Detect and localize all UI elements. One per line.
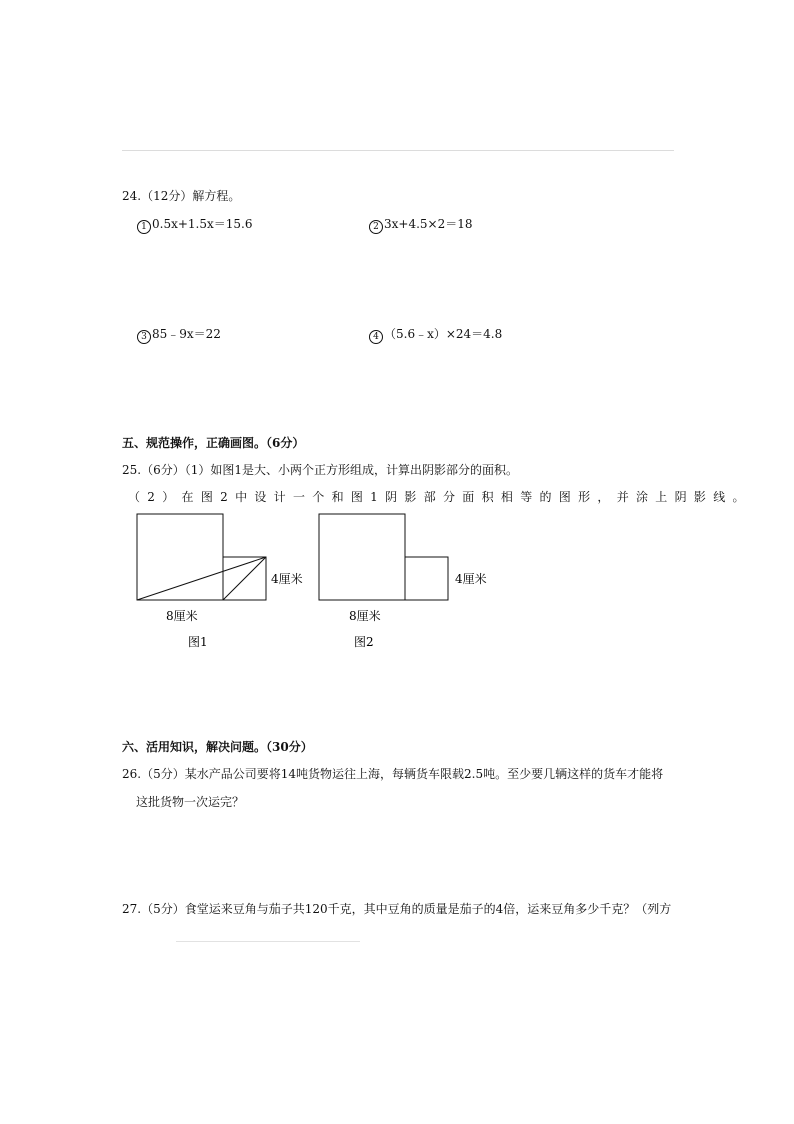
header-rule: [122, 150, 674, 151]
fig2-side-label: 4厘米: [455, 572, 487, 586]
equation-text: 0.5x+1.5x＝15.6: [152, 217, 253, 231]
q24-equation-1: [137, 217, 252, 234]
circled-number: 3: [137, 330, 151, 344]
q27-line-1: 27.（5分）食堂运来豆角与茄子共120千克，其中豆角的质量是茄子的4倍，运来豆角多少千克？（列方: [122, 902, 672, 916]
diagonal-line-long: [137, 557, 266, 600]
fig2-bottom-label: 8厘米: [349, 609, 381, 623]
equation-text: 85﹣9x＝22: [152, 327, 221, 341]
section-6-title: 六、活用知识，解决问题。（30分）: [122, 740, 313, 754]
q25-line-2: （2）在图2中设计一个和图1阴影部分面积相等的图形，并涂上阴影线。: [128, 490, 752, 504]
q24-equation-4: [369, 327, 502, 344]
fig1-side-label: 4厘米: [271, 572, 303, 586]
q24-equation-2: [369, 217, 473, 234]
q26-line-1: 26.（5分）某水产品公司要将14吨货物运往上海，每辆货车限载2.5吨。至少要几辆这样的货车才能将: [122, 767, 664, 781]
circled-number: 2: [369, 220, 383, 234]
q24-title: 24.（12分）解方程。: [122, 189, 241, 203]
circled-number: 4: [369, 330, 383, 344]
fig2-caption: 图2: [354, 635, 374, 649]
q26-line-2: 这批货物一次运完？: [136, 795, 245, 809]
figure-2: [300, 505, 500, 655]
q25-line-1: 25.（6分）（1）如图1是大、小两个正方形组成，计算出阴影部分的面积。: [122, 463, 518, 477]
small-square: [405, 557, 448, 600]
faint-rule: [176, 941, 360, 942]
diagonal-line-short: [223, 557, 266, 600]
equation-text: （5.6﹣x）×24＝4.8: [384, 327, 503, 341]
figure-1: [120, 505, 320, 655]
circled-number: 1: [137, 220, 151, 234]
big-square: [319, 514, 405, 600]
equation-text: 3x+4.5×2＝18: [384, 217, 473, 231]
q24-equation-3: [137, 327, 221, 344]
section-5-title: 五、规范操作，正确画图。（6分）: [122, 436, 305, 450]
fig1-bottom-label: 8厘米: [166, 609, 198, 623]
fig1-caption: 图1: [188, 635, 208, 649]
big-square: [137, 514, 223, 600]
